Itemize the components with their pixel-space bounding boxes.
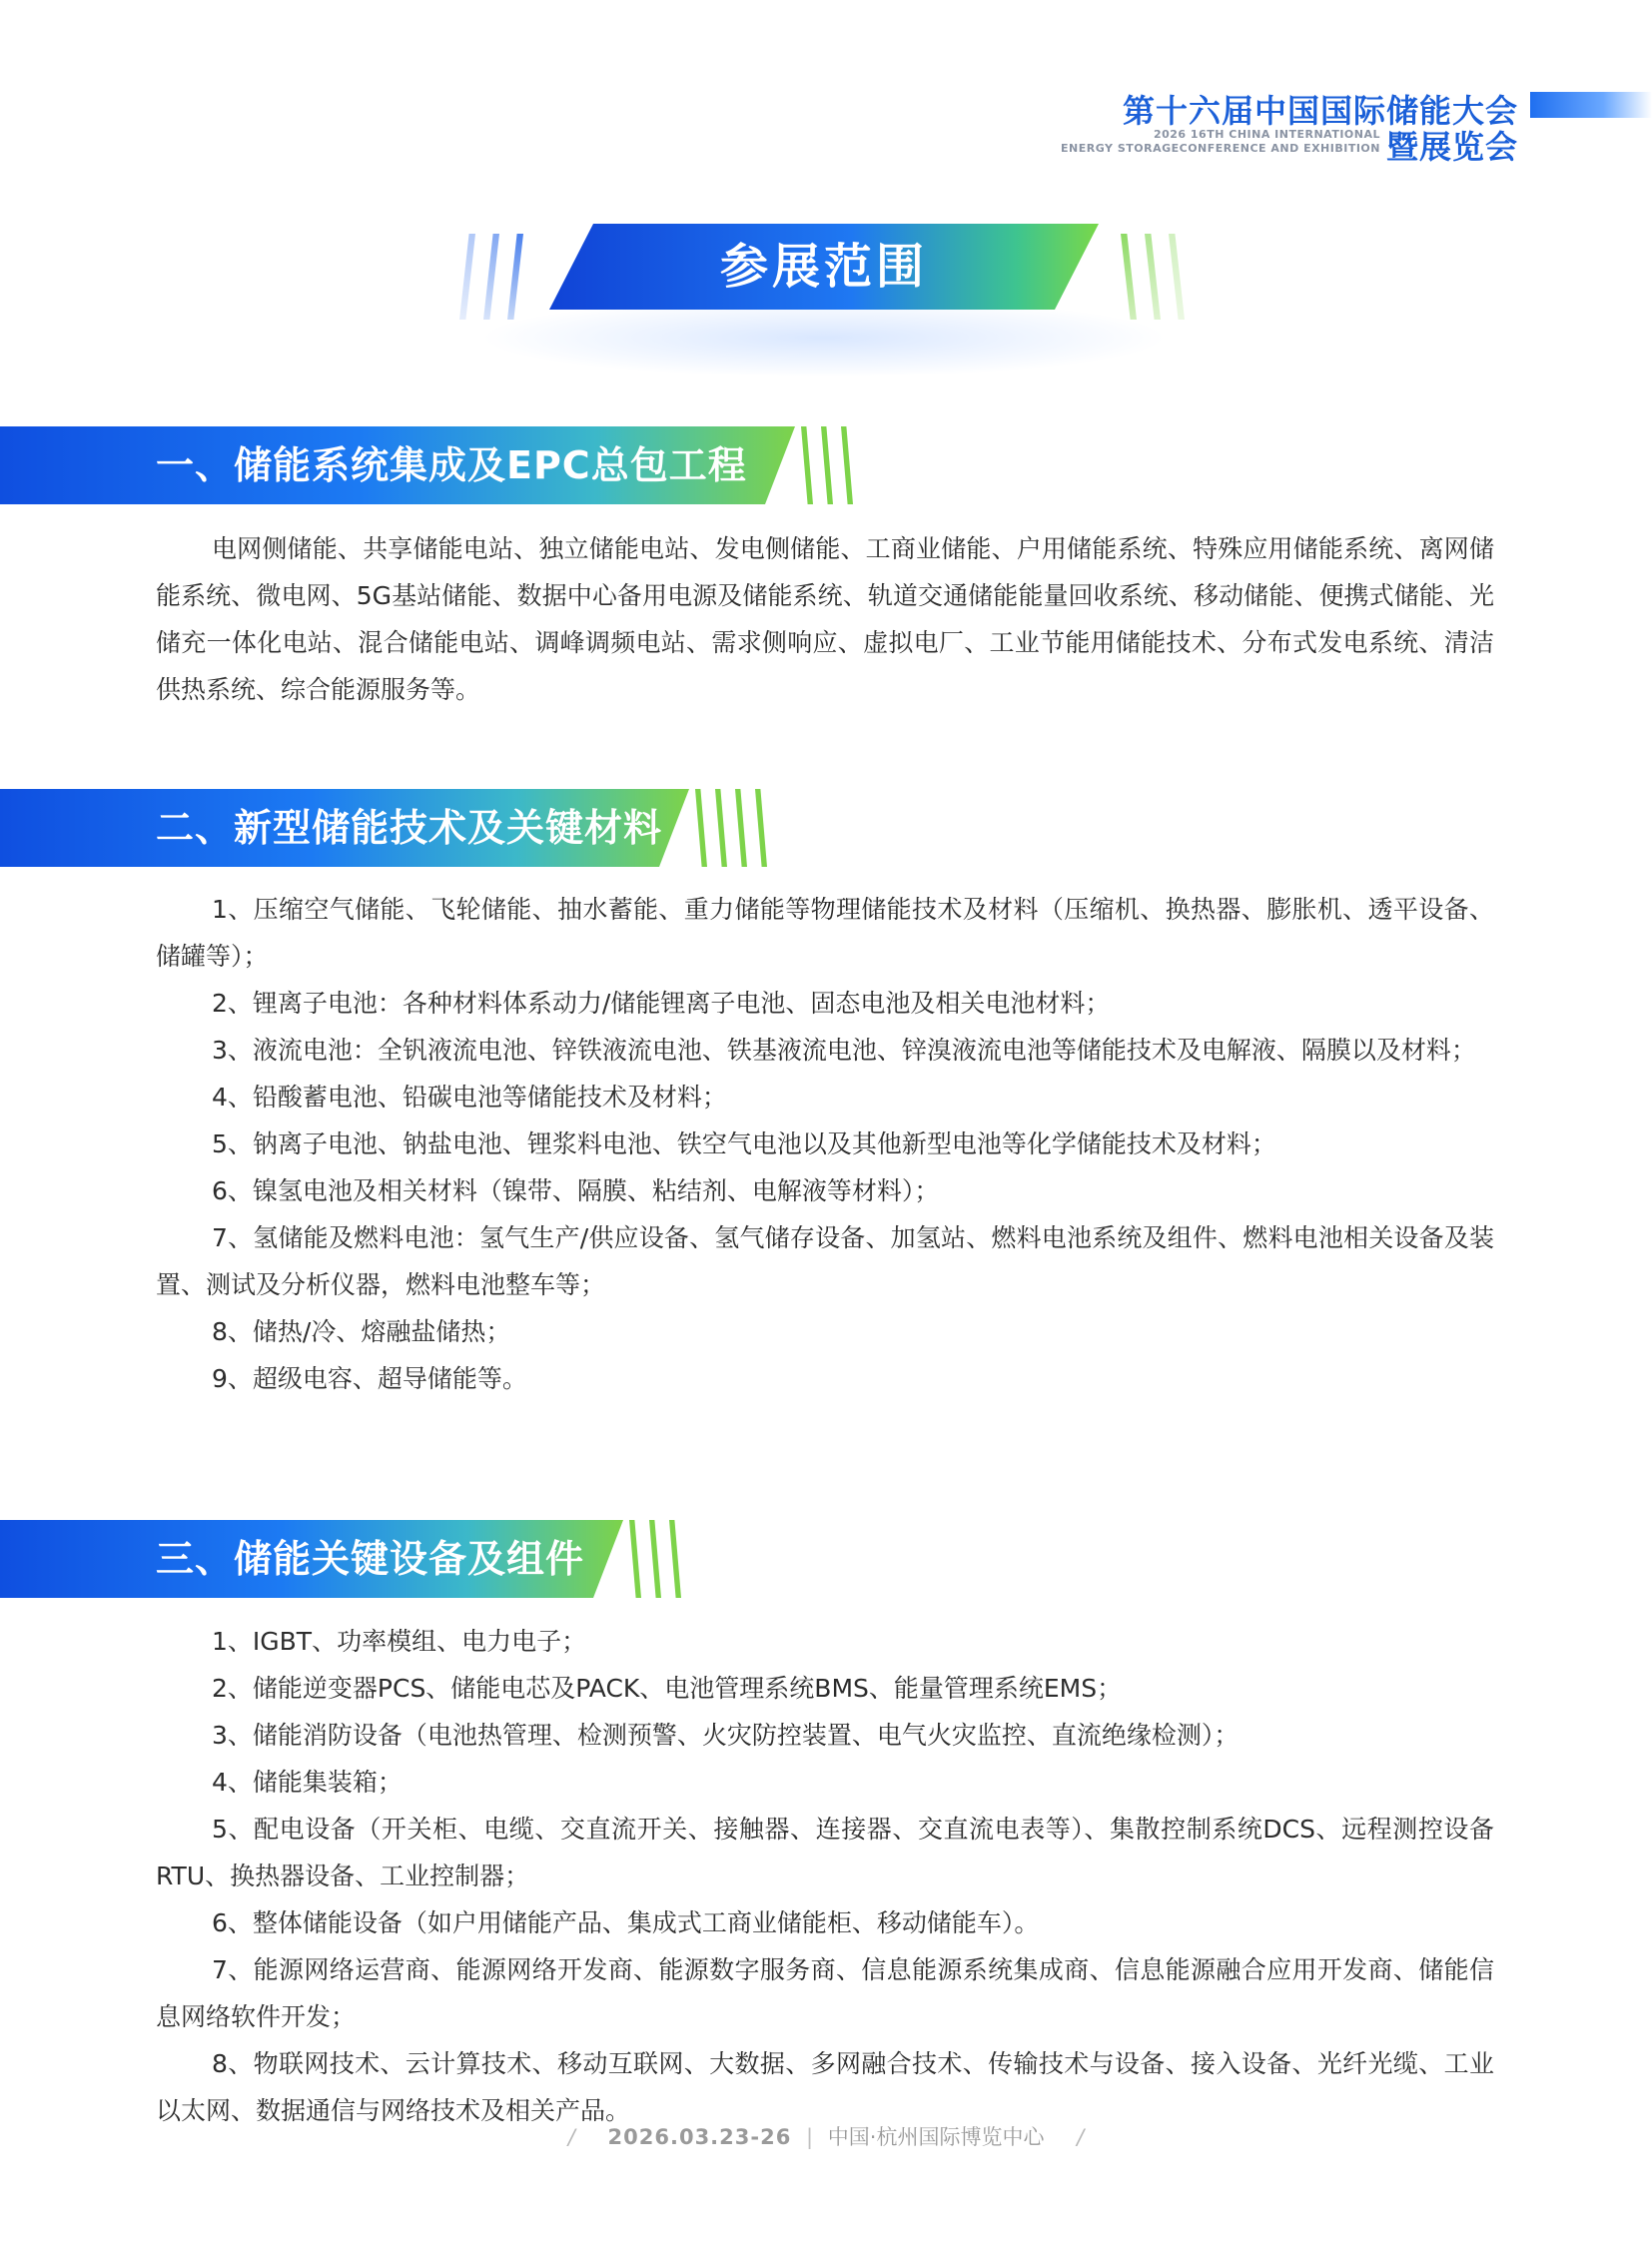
list-item: 3、储能消防设备（电池热管理、检测预警、火灾防控装置、电气火灾监控、直流绝缘检测）； xyxy=(212,1721,1239,1750)
banner-stripe-right xyxy=(1169,234,1185,320)
list-item: 1、压缩空气储能、飞轮储能、抽水蓄能、重力储能等物理储能技术及材料（压缩机、换热器、膨胀机、透平设备、储罐等）； xyxy=(156,895,1494,971)
paragraph: 电网侧储能、共享储能电站、独立储能电站、发电侧储能、工商业储能、户用储能系统、特殊应用储能系统、离网储能系统、微电网、5G基站储能、数据中心备用电源及储能系统、轨道交通储能能量回收系统、移动储能、便携式储能、光储充一体化电站、混合储能电站、调峰调频电站、需求侧响应、虚拟电厂、工业节能用储能技术、分布式发电系统、清洁供热系统、综合能源服务等。 xyxy=(156,534,1494,704)
section-stripe xyxy=(801,426,813,504)
list-item: 2、储能逆变器PCS、储能电芯及PACK、电池管理系统BMS、能量管理系统EMS； xyxy=(212,1674,1123,1703)
section-stripe xyxy=(695,789,707,867)
section-stripe xyxy=(735,789,747,867)
section-body-2 xyxy=(156,886,1494,1402)
page-header xyxy=(0,86,1652,166)
section-stripe xyxy=(755,789,767,867)
section-stripe xyxy=(669,1520,681,1598)
list-item: 4、铅酸蓄电池、铅碳电池等储能技术及材料； xyxy=(212,1083,727,1112)
list-item: 6、镍氢电池及相关材料（镍带、隔膜、粘结剂、电解液等材料）； xyxy=(212,1176,940,1205)
list-item: 9、超级电容、超导储能等。 xyxy=(212,1364,527,1393)
list-item: 8、物联网技术、云计算技术、移动互联网、大数据、多网融合技术、传输技术与设备、接入设备、光纤光缆、工业以太网、数据通信与网络技术及相关产品。 xyxy=(156,2049,1494,2125)
conference-title-line1: 第十六届中国国际储能大会 xyxy=(1122,92,1518,130)
page-footer xyxy=(0,2121,1652,2151)
list-item: 8、储热/冷、熔融盐储热； xyxy=(212,1317,511,1346)
section-title: 三、储能关键设备及组件 xyxy=(156,1537,585,1581)
banner-stripe-left xyxy=(459,234,475,320)
list-item: 7、氢储能及燃料电池：氢气生产/供应设备、氢气储存设备、加氢站、燃料电池系统及组件、燃料电池相关设备及装置、测试及分析仪器，燃料电池整车等； xyxy=(156,1223,1494,1299)
list-item: 2、锂离子电池：各种材料体系动力/储能锂离子电池、固态电池及相关电池材料； xyxy=(212,989,1111,1018)
footer-separator: | xyxy=(806,2125,814,2149)
section-stripe xyxy=(841,426,853,504)
footer-date: 2026.03.23-26 xyxy=(607,2125,792,2149)
header-accent-bar xyxy=(1530,92,1652,118)
conference-english-line1: 2026 16TH CHINA INTERNATIONAL xyxy=(1153,128,1380,141)
list-item: 5、钠离子电池、钠盐电池、锂浆料电池、铁空气电池以及其他新型电池等化学储能技术及材料； xyxy=(212,1129,1276,1158)
section-stripe xyxy=(629,1520,641,1598)
section-stripe xyxy=(821,426,833,504)
banner-glow xyxy=(479,298,1169,377)
list-item: 5、配电设备（开关柜、电缆、交直流开关、接触器、连接器、交直流电表等）、集散控制系统DCS、远程测控设备RTU、换热器设备、工业控制器； xyxy=(156,1815,1494,1890)
list-item: 4、储能集装箱； xyxy=(212,1768,403,1797)
section-body-3 xyxy=(156,1618,1494,2134)
section-header-3 xyxy=(0,1520,879,1598)
footer-slash-decoration: / xyxy=(567,2125,575,2149)
conference-english-line2: ENERGY STORAGECONFERENCE AND EXHIBITION xyxy=(1061,142,1380,155)
section-stripe xyxy=(649,1520,661,1598)
list-item: 3、液流电池：全钒液流电池、锌铁液流电池、铁基液流电池、锌溴液流电池等储能技术及电解液、隔膜以及材料； xyxy=(212,1036,1476,1065)
list-item: 1、IGBT、功率模组、电力电子； xyxy=(212,1627,587,1656)
section-title: 一、储能系统集成及EPC总包工程 xyxy=(156,443,747,487)
section-body-1 xyxy=(156,525,1494,713)
banner-title: 参展范围 xyxy=(719,239,928,295)
footer-location: 中国·杭州国际博览中心 xyxy=(827,2125,1045,2149)
footer-slash-decoration: / xyxy=(1077,2125,1085,2149)
section-header-1 xyxy=(0,426,879,504)
section-title: 二、新型储能技术及关键材料 xyxy=(156,806,663,850)
list-item: 6、整体储能设备（如户用储能产品、集成式工商业储能柜、移动储能车）。 xyxy=(212,1908,1040,1937)
section-stripe xyxy=(715,789,727,867)
list-item: 7、能源网络运营商、能源网络开发商、能源数字服务商、信息能源系统集成商、信息能源融合应用开发商、储能信息网络软件开发； xyxy=(156,1955,1494,2031)
conference-title-line2: 暨展览会 xyxy=(1385,128,1518,166)
section-header-2 xyxy=(0,789,879,867)
main-banner xyxy=(439,210,1209,389)
